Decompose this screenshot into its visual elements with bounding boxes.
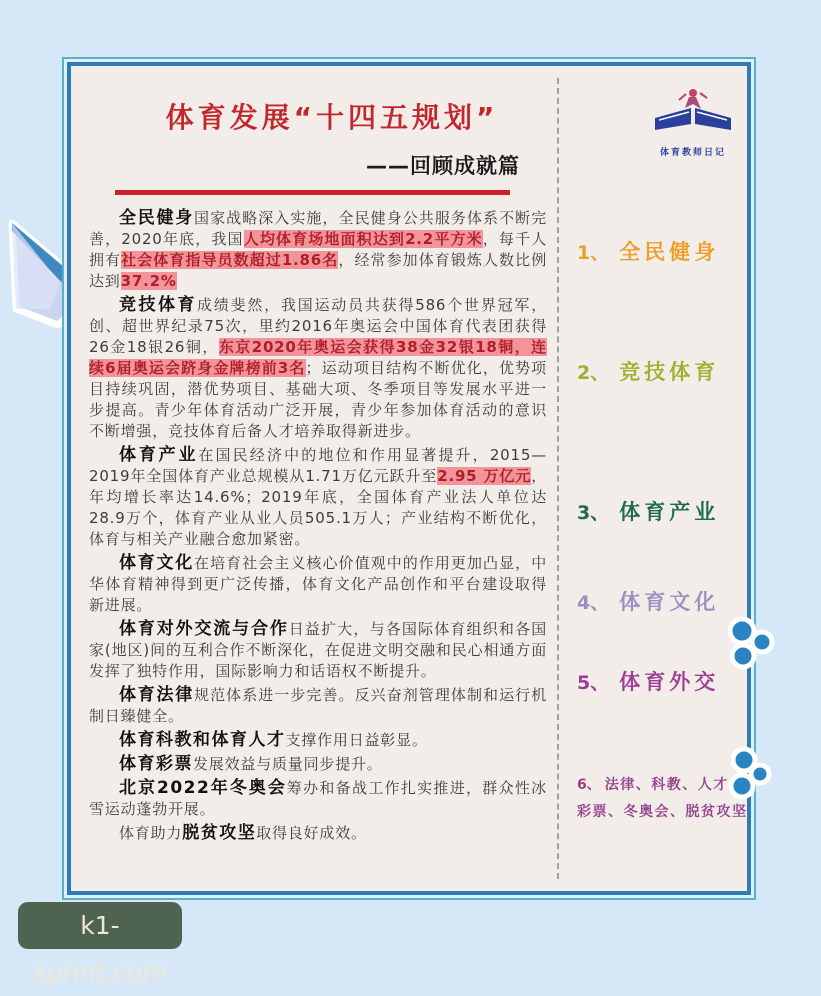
page-subtitle: ——回顾成就篇 — [366, 154, 520, 178]
sidebar-item-label: 体育产业 — [619, 500, 720, 524]
sidebar-item-number: 3、 — [577, 502, 610, 524]
sidebar-item-6 — [577, 772, 748, 826]
sidebar-item-number: 5、 — [577, 672, 610, 694]
sidebar-item-line — [577, 772, 748, 799]
text-segment-normal: ，经常参加体育锻炼人数比例达到 — [89, 251, 547, 290]
text-segment-normal: ，每千人拥有 — [89, 230, 548, 269]
sidebar-item-number: 4、 — [577, 592, 610, 614]
text-segment-lead: 北京2022年冬奥会 — [119, 778, 287, 798]
paragraph-6 — [89, 685, 547, 727]
text-segment-lead: 竞技体育 — [119, 295, 197, 315]
text-segment-normal: ，年均增长率达14.6%；2019年底，全国体育产业法人单位达28.9万个，体育产业从业人员505.1万人；产业结构不断优化，体育与相关产业融合愈加紧密。 — [89, 467, 547, 548]
text-segment-lead: 体育产业 — [119, 445, 199, 465]
text-segment-normal: 日益扩大，与各国际体育组织和各国家(地区)间的互利合作不断深化，在促进文明交融和民心相通方面发挥了独特作用，国际影响力和话语权不断提升。 — [89, 620, 547, 680]
text-segment-lead: 体育科教和体育人才 — [119, 730, 286, 750]
paragraph-1 — [89, 208, 547, 292]
clover-decoration-top — [726, 616, 782, 676]
sidebar-item-2 — [577, 356, 719, 386]
text-segment-normal: 支撑作用日益彰显。 — [285, 731, 428, 749]
sidebar-item-number: 2、 — [577, 362, 610, 384]
paragraph-8 — [89, 754, 547, 775]
logo-text: 体育教师日记 — [659, 148, 726, 158]
sidebar-item-label: 体育外交 — [619, 670, 720, 694]
text-segment-lead: 体育对外交流与合作 — [119, 619, 289, 639]
sidebar-list — [571, 66, 751, 891]
sidebar-item-label: 全民健身 — [619, 240, 720, 264]
text-segment-normal: 规范体系进一步完善。反兴奋剂管理体制和运行机制日臻健全。 — [89, 686, 548, 725]
text-segment-normal: 成绩斐然，我国运动员共获得586个世界冠军，创、超世界纪录75次，里约2016年奥运会中国体育代表团获得26金18银26铜， — [89, 296, 548, 356]
sidebar-item-line — [577, 236, 719, 266]
text-segment-normal: 取得良好成效。 — [256, 824, 367, 842]
paragraph-10 — [89, 823, 547, 844]
sidebar-item-number: 6、 — [577, 777, 601, 793]
text-segment-normal: 在培育社会主义核心价值观中的作用更加凸显，中华体育精神得到更广泛传播，体育文化产品创作和平台建设取得新进展。 — [89, 554, 548, 614]
sidebar-item-label: 法律、科教、人才 — [604, 777, 729, 793]
text-segment-highlight: 社会体育指导员数超过1.86名 — [121, 251, 339, 269]
text-segment-normal: 筹办和备战工作扎实推进，群众性冰雪运动蓬勃开展。 — [89, 779, 547, 818]
text-segment-normal: 体育助力 — [119, 824, 183, 842]
poster-card-inner — [67, 62, 751, 895]
text-segment-lead: 体育法律 — [119, 685, 195, 705]
sidebar-item-line — [577, 666, 719, 696]
text-segment-normal: 发展效益与质量同步提升。 — [193, 755, 383, 773]
title-underline — [115, 190, 510, 195]
clover-decoration-bottom — [726, 746, 782, 806]
text-segment-normal: 国家战略深入实施，全民健身公共服务体系不断完善，2020年底，我国 — [89, 209, 548, 248]
sidebar-item-4 — [577, 586, 719, 616]
sidebar-item-label: 体育文化 — [619, 590, 720, 614]
paragraph-5 — [89, 619, 547, 682]
sidebar-item-label: 竞技体育 — [619, 360, 720, 384]
sidebar-item-1 — [577, 236, 719, 266]
watermark: k1-sprint.com — [18, 902, 182, 949]
sidebar-item-number: 1、 — [577, 242, 610, 264]
dashed-divider — [557, 78, 559, 879]
page-title: 体育发展“十四五规划” — [165, 101, 499, 134]
text-segment-highlight: 37.2% — [120, 272, 177, 290]
text-segment-highlight: 人均体育场地面积达到2.2平方米 — [243, 230, 483, 248]
text-segment-lead: 全民健身 — [119, 208, 195, 228]
sidebar-item-line — [577, 586, 719, 616]
paragraph-2 — [89, 295, 547, 442]
text-segment-normal: 在国民经济中的地位和作用显著提升，2015—2019年全国体育产业总规模从1.71万亿元跃升至 — [89, 446, 547, 485]
sidebar-item-5 — [577, 666, 719, 696]
text-segment-highlight: 2.95 万亿元 — [437, 467, 532, 485]
poster-card — [62, 57, 756, 900]
text-segment-lead: 体育文化 — [119, 553, 195, 573]
paragraph-9 — [89, 778, 547, 820]
sidebar-item-line — [577, 799, 748, 826]
sidebar-item-label: 彩票、冬奥会、脱贫攻坚 — [577, 804, 748, 820]
paragraph-4 — [89, 553, 547, 616]
text-segment-normal: ；运动项目结构不断优化，优势项目持续巩固，潜优势项目、基础大项、冬季项目等发展水平进一步提高。青少年体育活动广泛开展，青少年参加体育活动的意识不断增强，竞技体育后备人才培养取得新进步。 — [89, 359, 547, 440]
text-segment-lead: 脱贫攻坚 — [182, 823, 257, 843]
paragraph-3 — [89, 445, 547, 550]
paragraph-7 — [89, 730, 547, 751]
text-segment-lead: 体育彩票 — [119, 754, 193, 774]
sidebar-item-line — [577, 356, 719, 386]
content-column — [89, 66, 547, 847]
sidebar-item-line — [577, 496, 719, 526]
sidebar-item-3 — [577, 496, 719, 526]
text-segment-highlight: 东京2020年奥运会获得38金32银18铜，连续6届奥运会跻身金牌榜前3名 — [89, 338, 547, 377]
paragraphs — [89, 208, 547, 844]
